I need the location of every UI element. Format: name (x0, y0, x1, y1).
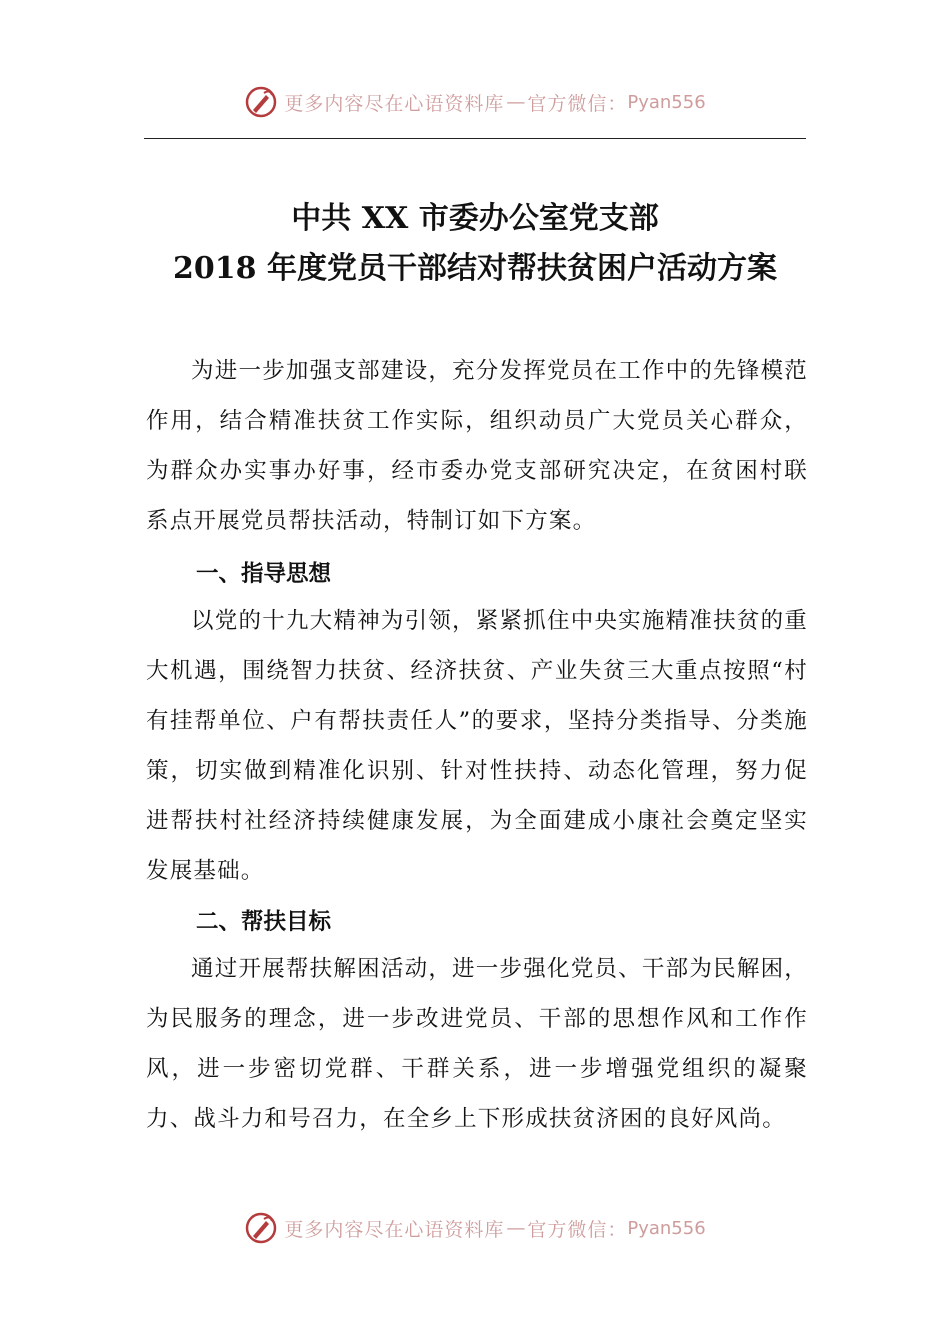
section-text-1: 以党的十九大精神为引领，紧紧抓住中央实施精准扶贫的重大机遇，围绕智力扶贫、经济扶贫、产业失贫三大重点按照“村有挂帮单位、户有帮扶责任人”的要求，坚持分类指导、分类施策，切实做到精准化识别、针对性扶持、动态化管理，努力促进帮扶村社经济持续健康发展，为全面建成小康社会奠定坚实发展基础。 (146, 608, 808, 884)
banner-wechat-id: Pyan556 (627, 1217, 706, 1239)
section-paragraph-1 (146, 596, 808, 896)
section-paragraph-2 (146, 944, 808, 1144)
section-heading-1: 一、指导思想 (196, 561, 332, 587)
intro-text: 为进一步加强支部建设，充分发挥党员在工作中的先锋模范作用，结合精准扶贫工作实际，组织动员广大党员关心群众，为群众办实事办好事，经市委办党支部研究决定，在贫困村联系点开展党员帮扶活动，特制订如下方案。 (146, 358, 808, 534)
banner-dash: — (506, 91, 526, 113)
banner-dash: — (506, 1217, 526, 1239)
banner-label: 官方微信： (527, 1218, 628, 1241)
section-heading-2: 二、帮扶目标 (196, 909, 332, 935)
banner-label: 官方微信： (527, 92, 628, 115)
header-watermark (0, 82, 950, 122)
pen-logo-icon (244, 85, 278, 119)
header-divider (144, 138, 806, 139)
banner-wechat-id: Pyan556 (627, 91, 706, 113)
pen-logo-icon (244, 1211, 278, 1245)
section-text-2: 通过开展帮扶解困活动，进一步强化党员、干部为民解困，为民服务的理念，进一步改进党员、干部的思想作风和工作作风，进一步密切党群、干群关系，进一步增强党组织的凝聚力、战斗力和号召力，在全乡上下形成扶贫济困的良好风尚。 (146, 956, 808, 1132)
document-title-line1: 中共 XX 市委办公室党支部 (291, 201, 659, 236)
banner-text: 更多内容尽在心语资料库 (284, 92, 505, 115)
intro-paragraph (146, 346, 808, 546)
footer-watermark (0, 1208, 950, 1248)
document-title-line2: 2018 年度党员干部结对帮扶贫困户活动方案 (173, 251, 777, 286)
banner-text: 更多内容尽在心语资料库 (284, 1218, 505, 1241)
